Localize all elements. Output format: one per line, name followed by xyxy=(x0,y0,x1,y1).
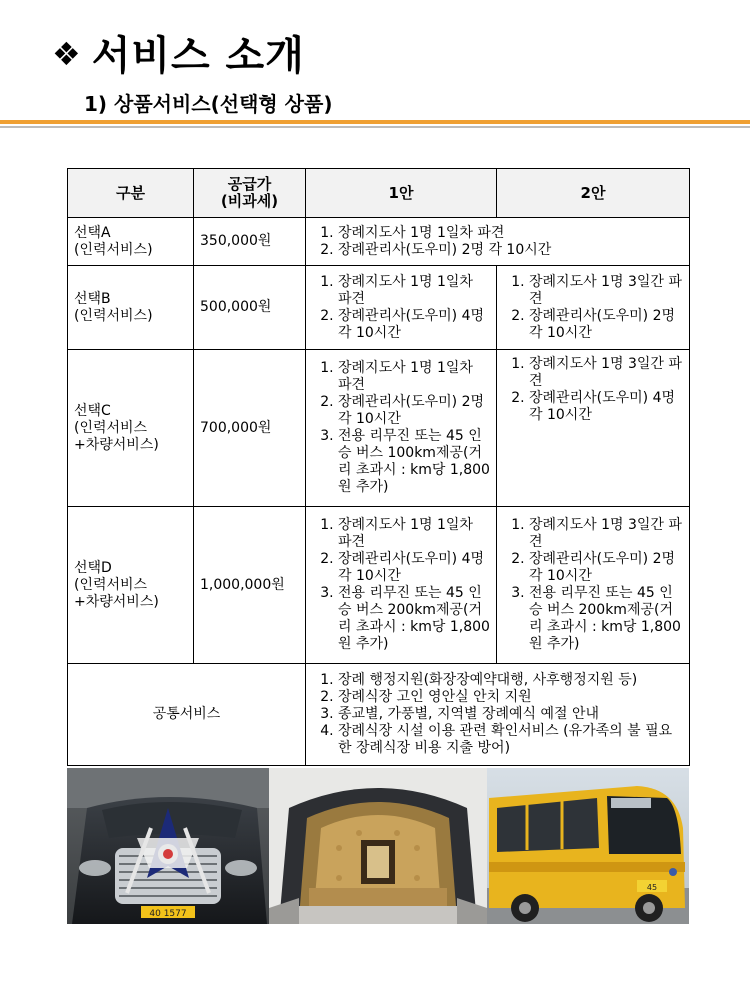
photo-strip xyxy=(67,768,689,924)
price-cell: 500,000원 xyxy=(194,266,306,350)
option-name: 선택A xyxy=(74,224,111,241)
option-name: 선택B xyxy=(74,290,111,307)
table-row xyxy=(68,664,690,766)
page-title-text: 서비스 소개 xyxy=(91,33,305,79)
limousine-photo xyxy=(67,768,269,924)
option-name-cell xyxy=(68,218,194,266)
list-item: 2. 장례관리사(도우미) 2명 각 10시간 xyxy=(338,394,490,428)
list-item: 1. 장례지도사 1명 1일차 파견 xyxy=(338,274,490,308)
header-rule-gray xyxy=(0,126,750,128)
bus-license-plate: 45 xyxy=(646,883,658,892)
table-row xyxy=(68,266,690,350)
plan2-cell xyxy=(497,350,690,507)
list-item: 1. 장례지도사 1명 1일차 파견 xyxy=(338,360,490,394)
limo-license-plate: 40 1577 xyxy=(149,909,187,919)
list-item: 4. 장례식장 시설 이용 관련 확인서비스 (유가족의 불 필요한 장례식장 비용 지출 방어) xyxy=(338,723,683,757)
option-type: (인력서비스 xyxy=(74,419,148,436)
option-name-cell xyxy=(68,350,194,507)
table-row xyxy=(68,507,690,664)
list-item: 3. 종교별, 가풍별, 지역별 장례예식 예절 안내 xyxy=(338,706,683,723)
option-name-cell xyxy=(68,507,194,664)
header-rule-orange xyxy=(0,120,750,124)
list-item: 2. 장례관리사(도우미) 2명 각 10시간 xyxy=(529,551,683,585)
option-type-extra: +차량서비스) xyxy=(74,593,159,610)
table-row xyxy=(68,350,690,507)
bus-image xyxy=(487,768,689,924)
price-cell: 350,000원 xyxy=(194,218,306,266)
hearse-image xyxy=(269,768,487,924)
option-type-extra: +차량서비스) xyxy=(74,436,159,453)
hearse-interior-photo xyxy=(269,768,487,924)
option-name: 선택D xyxy=(74,559,112,576)
list-item: 1. 장례지도사 1명 3일간 파견 xyxy=(529,274,683,308)
list-item: 3. 전용 리무진 또는 45 인승 버스 200km제공(거리 초과시 : km당 1,800원 추가) xyxy=(529,585,683,653)
option-type: (인력서비스) xyxy=(74,307,153,324)
option-name-cell xyxy=(68,266,194,350)
header-plan2: 2안 xyxy=(497,169,690,218)
header-price-line2: (비과세) xyxy=(220,192,279,210)
list-item: 2. 장례관리사(도우미) 4명 각 10시간 xyxy=(338,551,490,585)
bus-photo xyxy=(487,768,689,924)
plan1-cell xyxy=(306,507,497,664)
price-cell: 1,000,000원 xyxy=(194,507,306,664)
plan2-cell xyxy=(497,507,690,664)
list-item: 2. 장례관리사(도우미) 4명 각 10시간 xyxy=(338,308,490,342)
option-name: 선택C xyxy=(74,402,111,419)
plan2-cell xyxy=(497,266,690,350)
common-service-label: 공통서비스 xyxy=(68,664,306,766)
service-table xyxy=(67,168,690,766)
plan1-cell xyxy=(306,350,497,507)
limousine-image xyxy=(67,768,269,924)
option-type: (인력서비스 xyxy=(74,576,148,593)
list-item: 2. 장례관리사(도우미) 2명 각 10시간 xyxy=(338,242,683,259)
header-plan1: 1안 xyxy=(306,169,497,218)
list-item: 2. 장례관리사(도우미) 4명 각 10시간 xyxy=(529,390,683,424)
table-row xyxy=(68,218,690,266)
option-type: (인력서비스) xyxy=(74,241,153,258)
header-category: 구분 xyxy=(68,169,194,218)
list-item: 2. 장례관리사(도우미) 2명 각 10시간 xyxy=(529,308,683,342)
price-cell: 700,000원 xyxy=(194,350,306,507)
plan-combined-cell xyxy=(306,218,690,266)
list-item: 3. 전용 리무진 또는 45 인승 버스 200km제공(거리 초과시 : km당 1,800원 추가) xyxy=(338,585,490,653)
list-item: 1. 장례지도사 1명 1일차 파견 xyxy=(338,517,490,551)
list-item: 1. 장례지도사 1명 3일간 파견 xyxy=(529,517,683,551)
section-subtitle: 1) 상품서비스(선택형 상품) xyxy=(84,92,333,116)
page-title xyxy=(52,24,305,81)
list-item: 1. 장례지도사 1명 3일간 파견 xyxy=(529,356,683,390)
header-price xyxy=(194,169,306,218)
list-item: 3. 전용 리무진 또는 45 인승 버스 100km제공(거리 초과시 : km당 1,800원 추가) xyxy=(338,428,490,496)
diamond-bullet-icon: ❖ xyxy=(52,35,82,73)
common-service-cell xyxy=(306,664,690,766)
list-item: 1. 장례 행정지원(화장장예약대행, 사후행정지원 등) xyxy=(338,672,683,689)
plan1-cell xyxy=(306,266,497,350)
list-item: 1. 장례지도사 1명 1일차 파견 xyxy=(338,225,683,242)
header-price-line1: 공급가 xyxy=(227,175,272,193)
list-item: 2. 장례식장 고인 영안실 안치 지원 xyxy=(338,689,683,706)
table-header-row xyxy=(68,169,690,218)
